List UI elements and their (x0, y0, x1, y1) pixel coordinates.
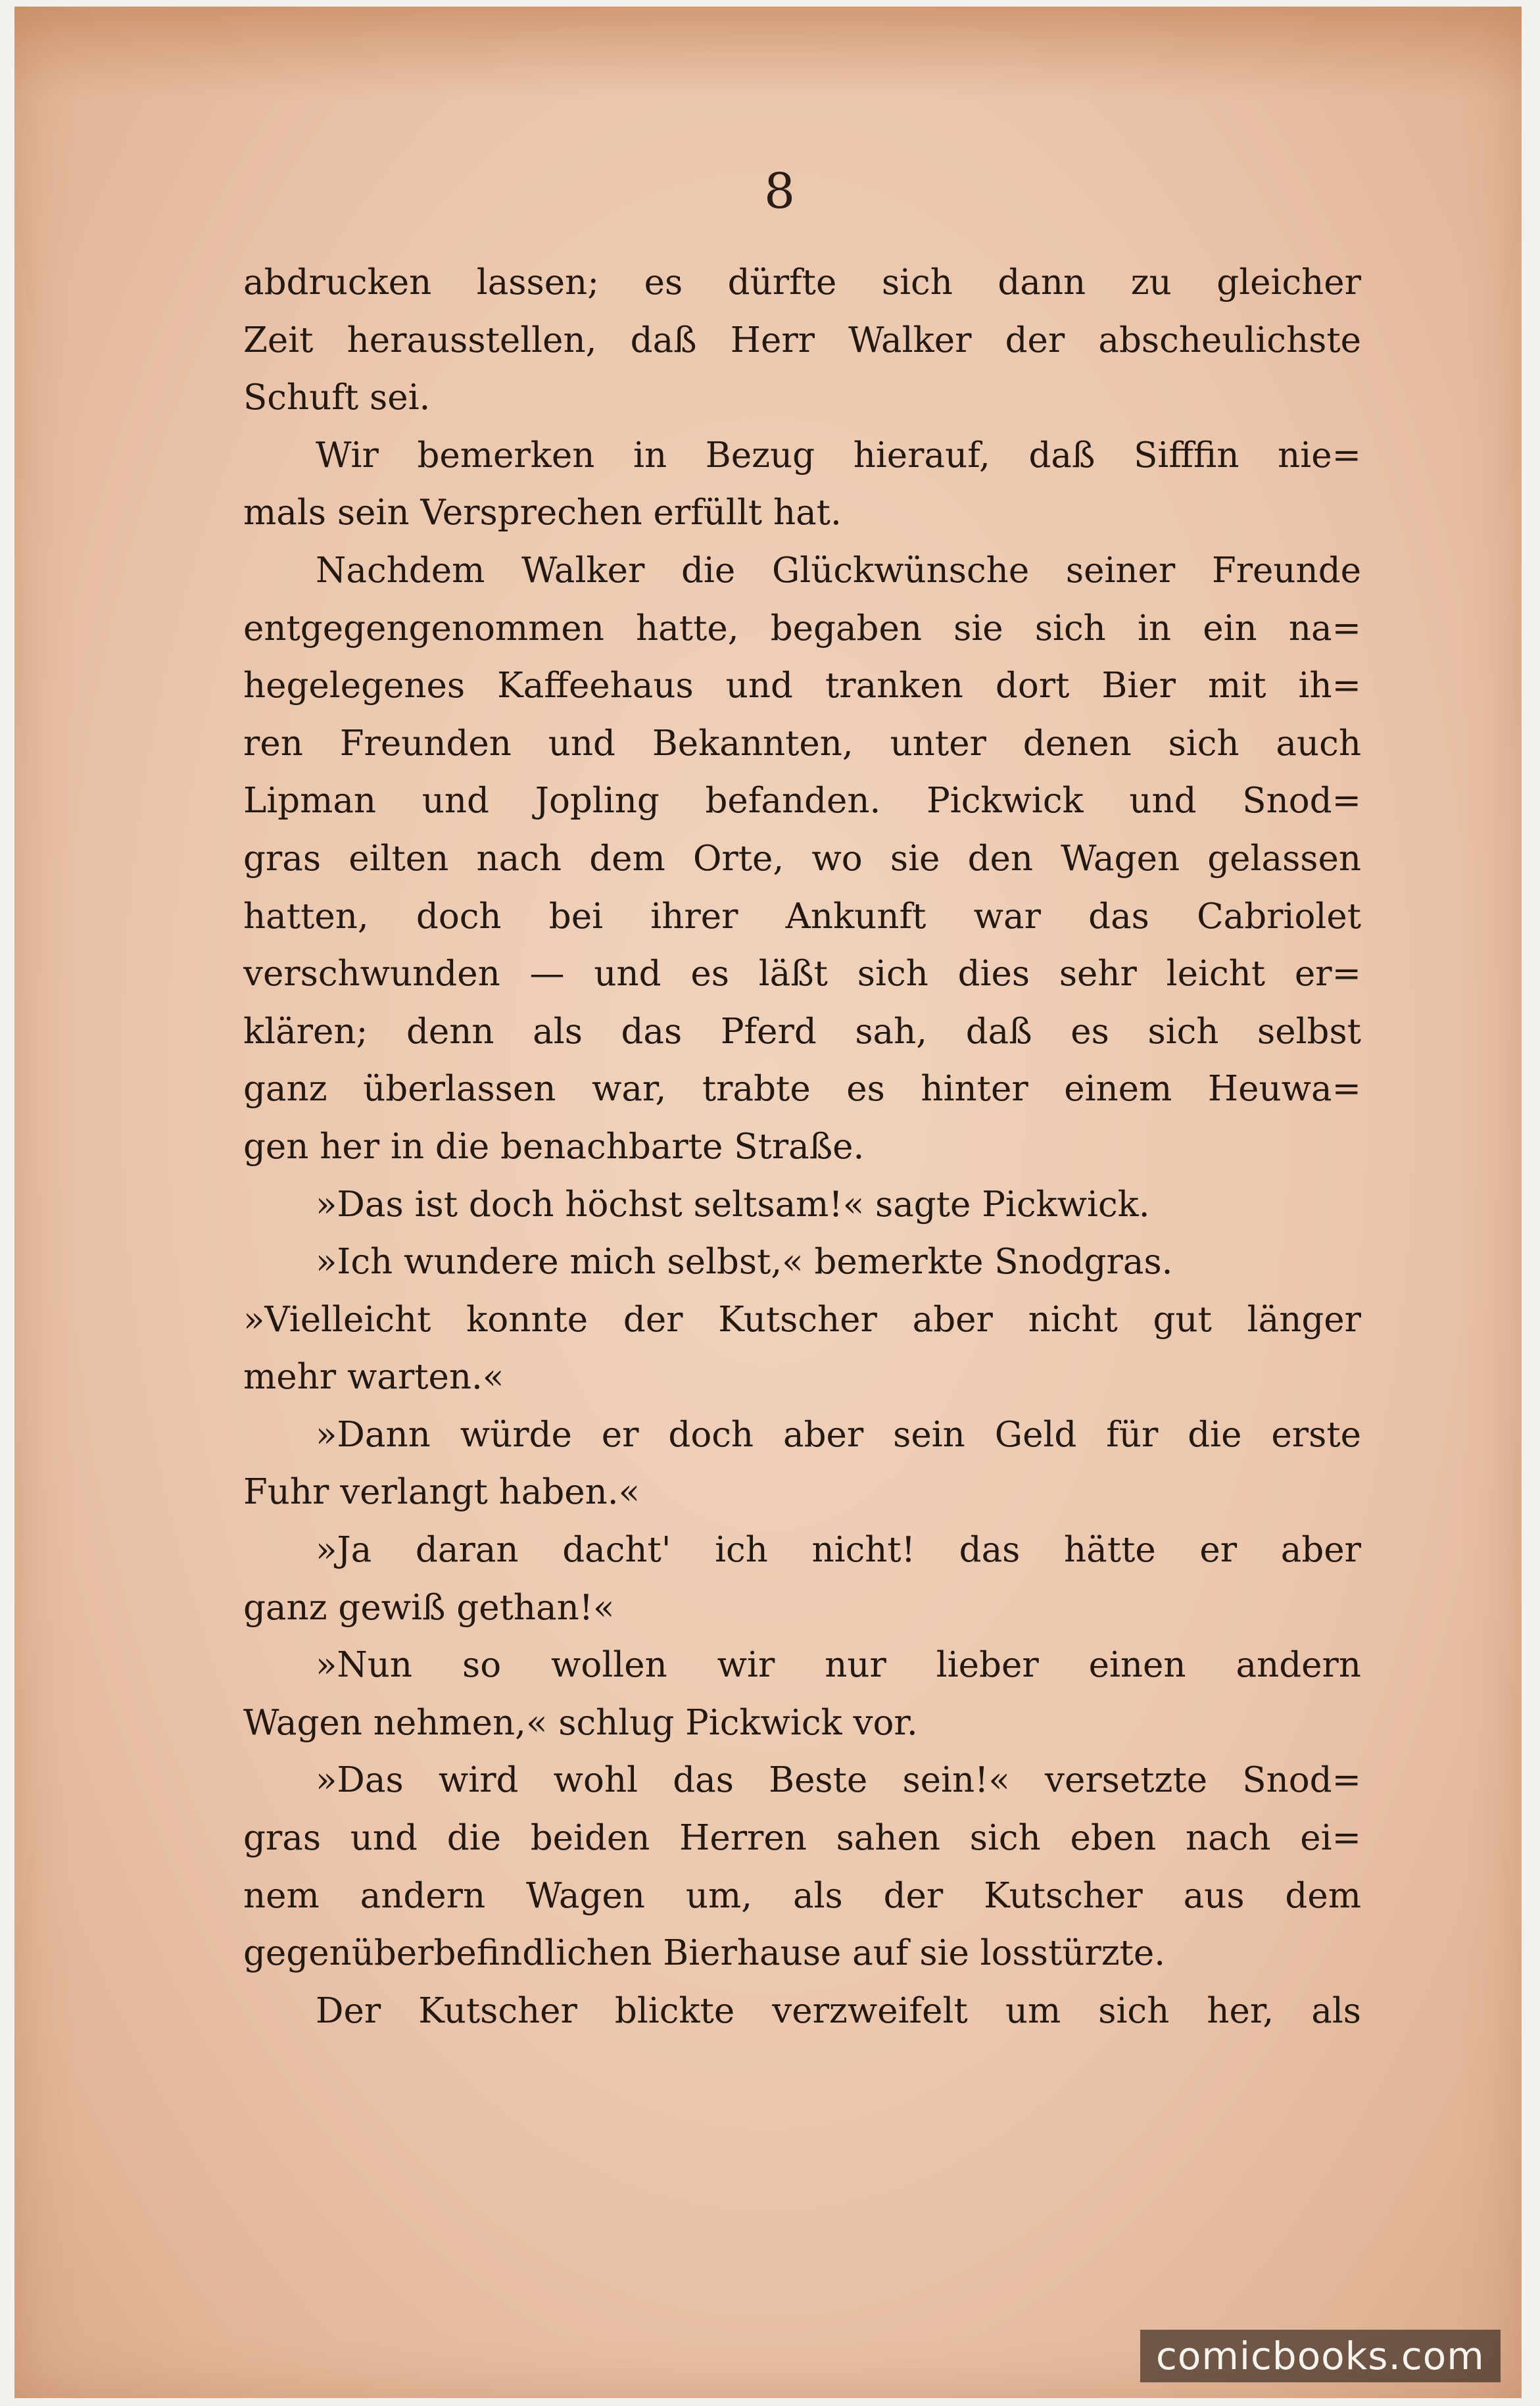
text-line: mals sein Versprechen erfüllt hat. (243, 493, 842, 533)
text-line: Lipman und Jopling befanden. Pickwick und Snod= (243, 781, 1361, 822)
text-line: Zeit herausstellen, daß Herr Walker der abscheulichste (243, 320, 1361, 360)
text-line: klären; denn als das Pferd sah, daß es sich selbst (243, 1011, 1361, 1052)
text-line: ren Freunden und Bekannten, unter denen sich auch (243, 723, 1361, 764)
text-line: Nachdem Walker die Glückwünsche seiner Freunde (316, 550, 1361, 591)
text-line: Wir bemerken in Bezug hierauf, daß Sifffin nie= (316, 435, 1361, 476)
text-line: gras und die beiden Herren sahen sich eben nach ei= (243, 1818, 1361, 1859)
text-line: »Ich wundere mich selbst,« bemerkte Snodgras. (316, 1242, 1173, 1283)
text-line: »Dann würde er doch aber sein Geld für die erste (316, 1414, 1361, 1455)
text-line: »Das wird wohl das Beste sein!« versetzte Snod= (316, 1760, 1361, 1801)
text-line: mehr warten.« (243, 1357, 504, 1398)
text-line: »Ja daran dacht' ich nicht! das hätte er aber (316, 1530, 1361, 1571)
text-line: Fuhr verlangt haben.« (243, 1472, 640, 1513)
text-line: entgegengenommen hatte, begaben sie sich in ein na= (243, 608, 1361, 649)
text-line: gras eilten nach dem Orte, wo sie den Wagen gelassen (243, 838, 1361, 879)
text-line: hatten, doch bei ihrer Ankunft war das Cabriolet (243, 896, 1361, 937)
page-body-text (243, 254, 1361, 2040)
text-line: »Nun so wollen wir nur lieber einen andern (316, 1645, 1361, 1686)
text-line: Der Kutscher blickte verzweifelt um sich her, als (316, 1990, 1361, 2031)
text-line: nem andern Wagen um, als der Kutscher aus dem (243, 1875, 1361, 1916)
page-number: 8 (764, 163, 796, 220)
text-line: »Das ist doch höchst seltsam!« sagte Pickwick. (316, 1184, 1150, 1225)
text-line: verschwunden — und es läßt sich dies sehr leicht er= (243, 954, 1361, 994)
text-line: Wagen nehmen,« schlug Pickwick vor. (243, 1702, 918, 1743)
text-line: ganz gewiß gethan!« (243, 1587, 615, 1628)
text-line: gegenüberbefindlichen Bierhause auf sie losstürzte. (243, 1933, 1166, 1974)
text-line: Schuft sei. (243, 378, 431, 418)
text-line: »Vielleicht konnte der Kutscher aber nicht gut länger (243, 1299, 1361, 1340)
text-line: gen her in die benachbarte Straße. (243, 1126, 865, 1167)
watermark: comicbooks.com (1140, 2330, 1501, 2382)
text-line: ganz überlassen war, trabte es hinter einem Heuwa= (243, 1069, 1361, 1110)
text-line: abdrucken lassen; es dürfte sich dann zu gleicher (243, 262, 1361, 303)
book-page (14, 7, 1522, 2398)
text-line: hegelegenes Kaffeehaus und tranken dort Bier mit ih= (243, 666, 1361, 706)
